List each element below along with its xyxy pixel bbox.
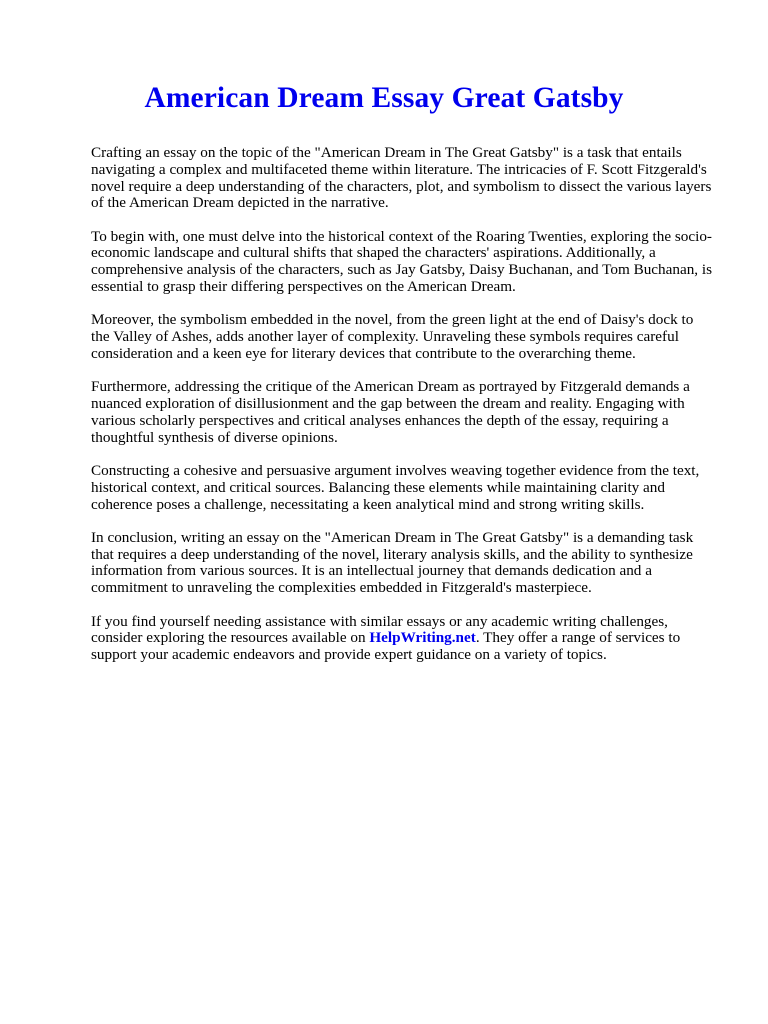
paragraph-conclusion: In conclusion, writing an essay on the "American Dream in The Great Gatsby" is a demanding task that requires a deep understanding of the novel, literary analysis skills, and the ability to synthesize information from various sources. It is an intellectual journey that demands dedication and a commitment to unraveling the complexities embedded in Fitzgerald's masterpiece.	[91, 528, 694, 597]
closing-text-before-link: If you find yourself needing assistance with similar essays or any academic writing challenges, consider exploring the resources available on	[91, 612, 668, 647]
paragraph-critique: Furthermore, addressing the critique of the American Dream as portrayed by Fitzgerald demands a nuanced exploration of disillusionment and the gap between the dream and reality. Engaging with various scholarly perspectives and critical analyses enhances the depth of the essay, requiring a thoughtful synthesis of diverse opinions.	[91, 378, 690, 446]
essay-body	[91, 145, 713, 664]
paragraph-argument: Constructing a cohesive and persuasive argument involves weaving together evidence from the text, historical context, and critical sources. Balancing these elements while maintaining clarity and coherence poses a challenge, necessitating a keen analytical mind and strong writing skills.	[91, 461, 700, 513]
paragraph-symbolism: Moreover, the symbolism embedded in the novel, from the green light at the end of Daisy's dock to the Valley of Ashes, adds another layer of complexity. Unraveling these symbols requires careful consideration and a keen eye for literary devices that contribute to the overarching theme.	[91, 311, 694, 362]
helpwriting-link[interactable]: HelpWriting.net	[369, 629, 476, 647]
closing-text-after-link: . They offer a range of services to support your academic endeavors and provide expert guidance on a variety of topics.	[91, 629, 681, 664]
page-title: American Dream Essay Great Gatsby	[144, 82, 624, 114]
paragraph-historical-context: To begin with, one must delve into the historical context of the Roaring Twenties, exploring the socio-economic landscape and cultural shifts that shaped the characters' aspirations. Additionally, a comprehensive analysis of the characters, such as Jay Gatsby, Daisy Buchanan, and Tom Buchanan, is essential to grasp their differing perspectives on the American Dream.	[91, 227, 713, 296]
paragraph-intro: Crafting an essay on the topic of the "American Dream in The Great Gatsby" is a task that entails navigating a complex and multifaceted theme within literature. The intricacies of F. Scott Fitzgerald's novel require a deep understanding of the characters, plot, and symbolism to dissect the various layers of the American Dream depicted in the narrative.	[91, 144, 712, 212]
paragraph-closing	[91, 614, 713, 664]
